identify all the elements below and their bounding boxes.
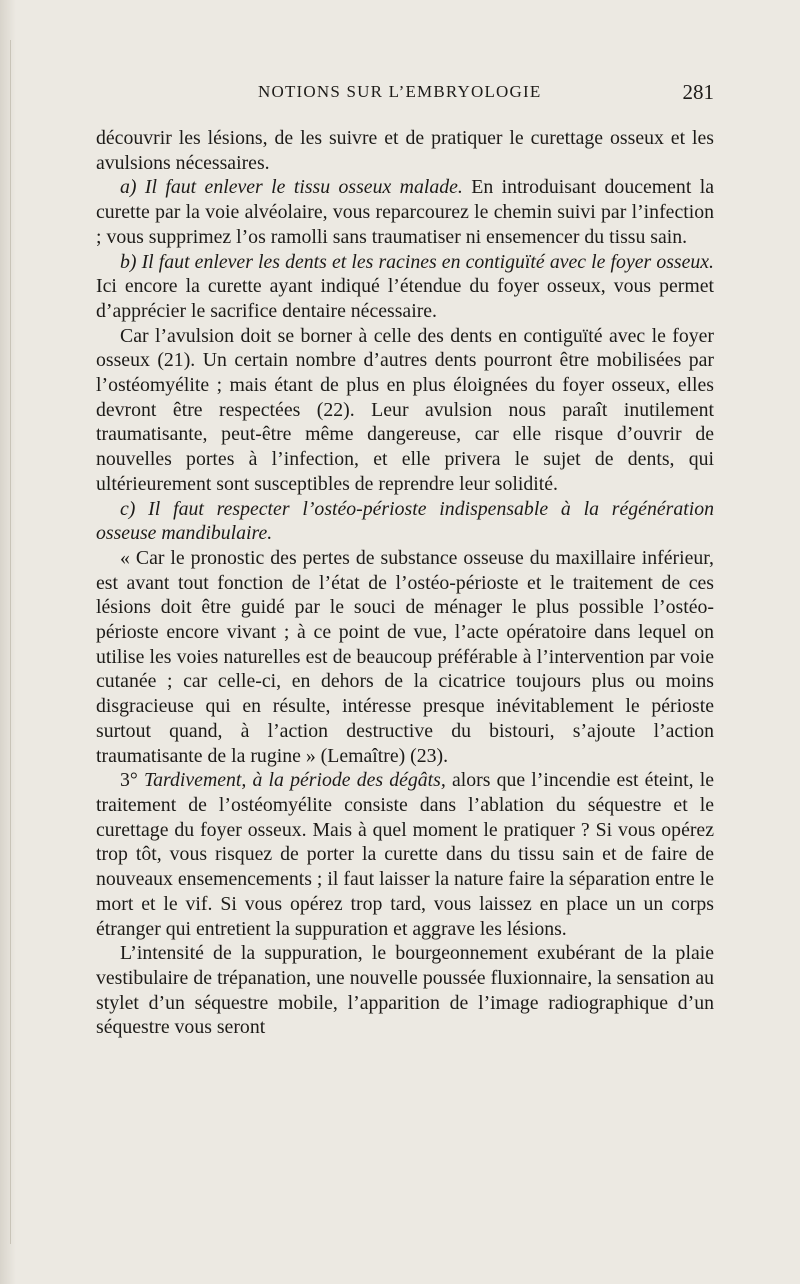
paragraph-quotation: « Car le pronostic des pertes de substance osseuse du maxillaire inférieur, est avant tout fonction de l’état de l’ostéo-périoste et le traitement de ces lésions doit être guidé par le souci de ménager le plus possible l’ostéo-périoste encore vivant ; à ce point de vue, l’acte opératoire dans lequel on utilise les voies naturelles est de beaucoup préférable à l’intervention par voie cutanée ; car celle-ci, en dehors de la cicatrice toujours plus ou moins disgracieuse qui en résulte, intéresse presque inévitablement le périoste surtout quand, à l’action destructive du bistouri, s’ajoute l’action traumatisante de la rugine » (Lemaître) (23). bbox=[96, 546, 714, 767]
paragraph-3: 3° Tardivement, à la période des dégâts, alors que l’incendie est éteint, le traitement de l’ostéomyélite consiste dans l’ablation du séquestre et le curettage du foyer osseux. Mais à quel moment le pratiquer ? Si vous opérez trop tôt, vous risquez de porter la curette dans du tissu sain et de faire de nouveaux ensemencements ; il faut laisser la nature faire la séparation entre le mort et le vif. Si vous opérez trop tard, vous laissez en place un un corps étranger qui entretient la suppuration et aggrave les lésions. bbox=[96, 769, 714, 940]
running-head: NOTIONS SUR L’EMBRYOLOGIE bbox=[258, 82, 542, 101]
paragraph-continuation: découvrir les lésions, de les suivre et de pratiquer le curettage osseux et les avulsions nécessaires. bbox=[96, 127, 714, 174]
heading-b: b) Il faut enlever les dents et les racines en contiguïté avec le foyer osseux. bbox=[120, 250, 714, 273]
paragraph-b: b) Il faut enlever les dents et les racines en contiguïté avec le foyer osseux. Ici encore la curette ayant indiqué l’étendue du foyer osseux, vous permet d’apprécier le sacrifice dentaire nécessaire. bbox=[96, 250, 714, 322]
paragraph-a: a) Il faut enlever le tissu osseux malade. En introduisant doucement la curette par la voie alvéolaire, vous reparcourez le chemin suivi par l’infection ; vous supprimez l’os ramolli sans traumatiser ni ensemencer du tissu sain. bbox=[96, 176, 714, 248]
page-header bbox=[96, 82, 714, 112]
paragraph-suppuration: L’intensité de la suppuration, le bourgeonnement exubérant de la plaie vestibulaire de trépanation, une nouvelle poussée fluxionnaire, la sensation au stylet d’un séquestre mobile, l’apparition de l’image radiographique d’un séquestre vous seront bbox=[96, 942, 714, 1039]
heading-a: a) Il faut enlever le tissu osseux malade. bbox=[120, 176, 463, 199]
body-text bbox=[96, 126, 714, 1040]
paragraph-avulsion: Car l’avulsion doit se borner à celle des dents en contiguïté avec le foyer osseux (21). Un certain nombre d’autres dents pourront être mobilisées par l’ostéomyélite ; mais étant de plus en plus éloignées du foyer osseux, elles devront être respectées (22). Leur avulsion nous paraît inutilement traumatisante, peut-être même dangereuse, car elle risque d’ouvrir de nouvelles portes à l’infection, et elle privera le sujet de dents, qui ultérieurement sont susceptibles de reprendre leur solidité. bbox=[96, 324, 714, 495]
paragraph-c bbox=[96, 497, 714, 546]
page-number: 281 bbox=[682, 80, 714, 104]
page-binding-edge bbox=[0, 0, 16, 1284]
heading-c: c) Il faut respecter l’ostéo-périoste indispensable à la régénération osseuse mandibulaire. bbox=[96, 497, 714, 545]
heading-3: Tardivement, à la période des dégâts, bbox=[143, 769, 446, 792]
